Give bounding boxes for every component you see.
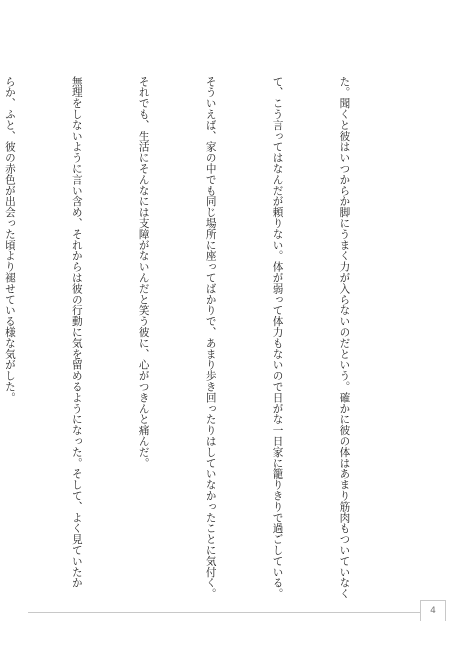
footer-rule [28, 612, 420, 613]
text-line: た。聞くと彼はいつからか脚にうまく力が入らないのだという。確かに彼の体はあまり筋肉もついていなく [338, 76, 351, 600]
vertical-text-body [3, 76, 400, 621]
text-line: て、こう言ってはなんだが頼りない。体が弱って体力もないので日がな一日家に籠りきりで過ごしている。 [271, 76, 284, 600]
text-line: そういえば、家の中でも同じ場所に座ってばかりで、あまり歩き回ったりはしていなかったことに気付く。 [204, 76, 217, 600]
page-number: 4 [420, 600, 446, 621]
text-line: それでも、生活にそんなには支障がないんだと笑う彼に、心がつきんと痛んだ。 [137, 76, 150, 469]
text-line: 無理をしないように言い含め、それからは彼の行動に気を留めるようになった。そして、よく見ていたか [70, 76, 83, 589]
text-line: らか、ふと、彼の赤色が出会った頃より褪せている様な気がした。 [3, 76, 16, 403]
